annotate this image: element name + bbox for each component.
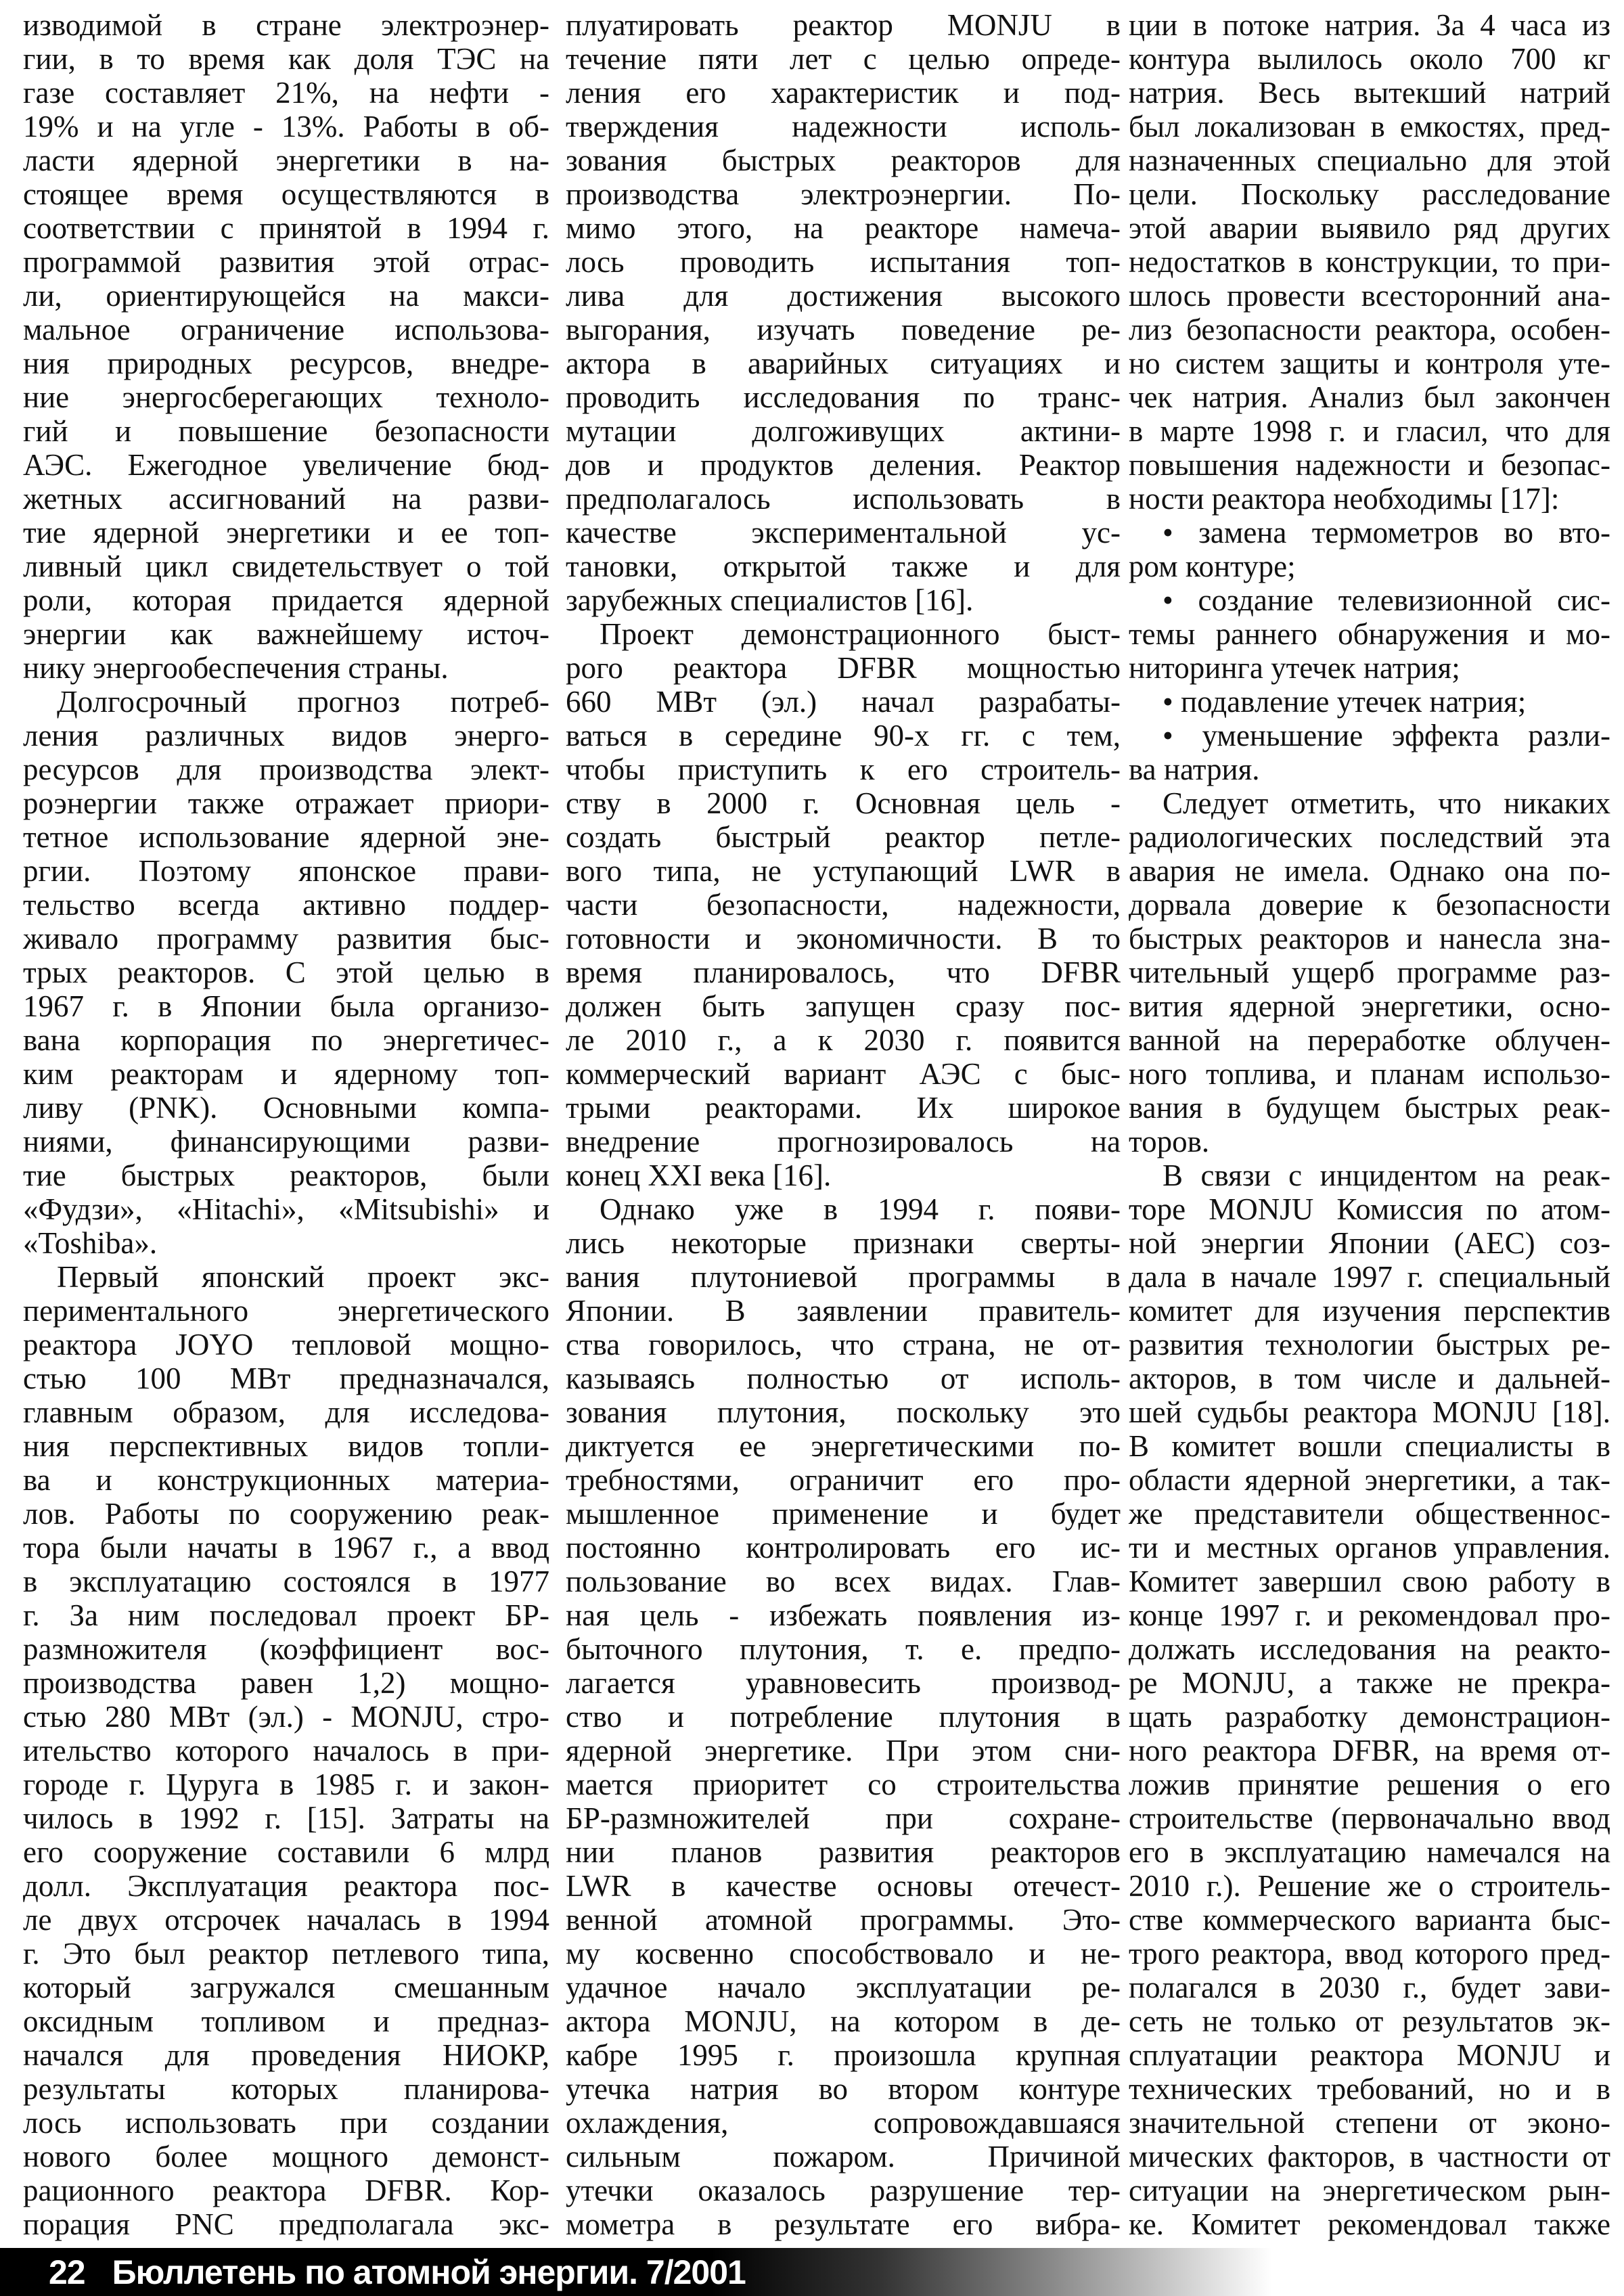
text-line: оксидным топливом и предназ- — [23, 2004, 549, 2038]
text-line: лива для достижения высокого — [566, 279, 1121, 313]
text-line: ние энергосберегающих техноло- — [23, 380, 549, 414]
text-line: ресурсов для производства элект- — [23, 752, 549, 786]
text-line: дов и продуктов деления. Реактор — [566, 448, 1121, 482]
text-line: тетное использование ядерной эне- — [23, 820, 549, 854]
text-line: полагался в 2030 г., будет зави- — [1129, 1971, 1610, 2004]
paragraph — [1129, 8, 1610, 516]
text-line: сильным пожаром. Причиной — [566, 2140, 1121, 2174]
text-line: же представители общественнос- — [1129, 1497, 1610, 1531]
text-line: ва натрия. — [1129, 752, 1260, 786]
text-line: АЭС. Ежегодное увеличение бюд- — [23, 448, 549, 482]
text-line: вого типа, не уступающий LWR в — [566, 854, 1121, 888]
text-line: ного реактора DFBR, на время от- — [1129, 1734, 1610, 1768]
text-line: LWR в качестве основы отечест- — [566, 1869, 1121, 1903]
paragraph — [23, 685, 549, 1260]
text-line: В комитет вошли специалисты в — [1129, 1429, 1610, 1463]
text-line: время планировалось, что DFBR — [566, 955, 1121, 989]
text-line: ласти ядерной энергетики в на- — [23, 143, 549, 177]
paragraph — [23, 8, 549, 685]
footer-text — [49, 2252, 746, 2293]
text-line: ния перспективных видов топли- — [23, 1429, 549, 1463]
text-line: порация PNC предполагала экс- — [23, 2207, 549, 2241]
text-line: • уменьшение эффекта разли- — [1163, 719, 1610, 752]
text-line: Следует отметить, что никаких — [1163, 786, 1610, 820]
text-line: ядерной энергетике. При этом сни- — [566, 1734, 1121, 1768]
text-line: конце 1997 г. и рекомендовал про- — [1129, 1598, 1610, 1632]
text-line: нового более мощного демонст- — [23, 2140, 549, 2174]
text-line: области ядерной энергетики, а так- — [1129, 1463, 1610, 1497]
text-line: темы раннего обнаружения и мо- — [1129, 617, 1610, 651]
text-line: ливу (PNK). Основными компа- — [23, 1091, 549, 1125]
text-line: роли, которая придается ядерной — [23, 583, 549, 617]
text-line: стве коммерческого варианта быс- — [1129, 1903, 1610, 1937]
text-line: 2010 г.). Решение же о строитель- — [1129, 1869, 1610, 1903]
text-line: требностями, ограничит его про- — [566, 1463, 1121, 1497]
text-line: БР-размножителей при сохране- — [566, 1801, 1121, 1835]
text-line: строительстве (первоначально ввод — [1129, 1801, 1610, 1835]
text-line: радиологических последствий эта — [1129, 820, 1610, 854]
text-line: стоящее время осуществляются в — [23, 177, 549, 211]
text-line: ния природных ресурсов, внедре- — [23, 346, 549, 380]
text-line: ва и конструкционных материа- — [23, 1463, 549, 1497]
text-line: авария не имела. Однако она по- — [1129, 854, 1610, 888]
text-line: торе MONJU Комиссия по атом- — [1129, 1192, 1610, 1226]
text-line: мометра в результате его вибра- — [566, 2207, 1121, 2241]
text-line: развития технологии быстрых ре- — [1129, 1328, 1610, 1361]
text-line: течение пяти лет с целью опреде- — [566, 42, 1121, 76]
text-line: тие быстрых реакторов, были — [23, 1158, 549, 1192]
text-line: утечки оказалось разрушение тер- — [566, 2174, 1121, 2207]
text-line: ке. Комитет рекомендовал также — [1129, 2207, 1610, 2241]
text-line: гии, в то время как доля ТЭС на — [23, 42, 549, 76]
text-line: ким реакторам и ядерному топ- — [23, 1057, 549, 1091]
paragraph — [23, 1260, 549, 2241]
text-line: лов. Работы по сооружению реак- — [23, 1497, 549, 1531]
text-line: ли, ориентирующейся на макси- — [23, 279, 549, 313]
text-line: тельство всегда активно поддер- — [23, 888, 549, 922]
text-line: энергии как важнейшему источ- — [23, 617, 549, 651]
text-line: мутации долгоживущих актини- — [566, 414, 1121, 448]
text-line: ции в потоке натрия. За 4 часа из — [1129, 8, 1610, 42]
paragraph — [1129, 516, 1610, 583]
text-line: лось проводить испытания топ- — [566, 245, 1121, 279]
text-line: удачное начало эксплуатации ре- — [566, 1971, 1121, 2004]
text-line: повышения надежности и безопас- — [1129, 448, 1610, 482]
text-line: г. За ним последовал проект БР- — [23, 1598, 549, 1632]
text-line: ной энергии Японии (АЕС) соз- — [1129, 1226, 1610, 1260]
paragraph — [1129, 719, 1610, 786]
text-line: контура вылилось около 700 кг — [1129, 42, 1610, 76]
text-line: ле 2010 г., а к 2030 г. появится — [566, 1023, 1121, 1057]
text-line: торов. — [1129, 1125, 1210, 1158]
text-line: рационного реактора DFBR. Кор- — [23, 2174, 549, 2207]
text-line: • замена термометров во вто- — [1163, 516, 1610, 549]
text-line: дала в начале 1997 г. специальный — [1129, 1260, 1610, 1294]
text-line: быстрых реакторов и нанесла зна- — [1129, 922, 1610, 955]
text-line: ложив принятие решения о его — [1129, 1768, 1610, 1801]
text-line: зования быстрых реакторов для — [566, 143, 1121, 177]
text-line: 660 МВт (эл.) начал разрабаты- — [566, 685, 1121, 719]
text-line: диктуется ее энергетическими по- — [566, 1429, 1121, 1463]
text-line: дорвала доверие к безопасности — [1129, 888, 1610, 922]
text-line: В связи с инцидентом на реак- — [1163, 1158, 1610, 1192]
text-line: в марте 1998 г. и гласил, что для — [1129, 414, 1610, 448]
text-line: коммерческий вариант АЭС с быс- — [566, 1057, 1121, 1091]
text-line: реактора JOYO тепловой мощно- — [23, 1328, 549, 1361]
text-line: зарубежных специалистов [16]. — [566, 583, 974, 617]
text-line: нии планов развития реакторов — [566, 1835, 1121, 1869]
text-line: ство и потребление плутония в — [566, 1700, 1121, 1734]
text-line: Однако уже в 1994 г. появи- — [600, 1192, 1121, 1226]
text-line: газе составляет 21%, на нефти - — [23, 76, 549, 110]
text-line: ству в 2000 г. Основная цель - — [566, 786, 1121, 820]
text-line: трыми реакторами. Их широкое — [566, 1091, 1121, 1125]
text-line: Первый японский проект экс- — [57, 1260, 549, 1294]
paragraph — [566, 617, 1121, 1192]
text-line: чек натрия. Анализ был закончен — [1129, 380, 1610, 414]
text-line: роэнергии также отражает приори- — [23, 786, 549, 820]
text-line: вана корпорация по энергетичес- — [23, 1023, 549, 1057]
text-line: трых реакторов. С этой целью в — [23, 955, 549, 989]
text-line: актора MONJU, на котором в де- — [566, 2004, 1121, 2038]
text-line: предполагалось использовать в — [566, 482, 1121, 516]
text-line: тора были начаты в 1967 г., а ввод — [23, 1531, 549, 1565]
text-line: тие ядерной энергетики и ее топ- — [23, 516, 549, 549]
text-line: утечка натрия во втором контуре — [566, 2072, 1121, 2106]
text-line: мается приоритет со строительства — [566, 1768, 1121, 1801]
text-column-1 — [23, 8, 549, 2241]
text-line: должать исследования на реакто- — [1129, 1632, 1610, 1666]
page-number: 22 — [49, 2253, 85, 2291]
page-footer — [0, 2248, 1286, 2296]
text-line: стью 280 МВт (эл.) - MONJU, стро- — [23, 1700, 549, 1734]
text-line: изводимой в стране электроэнер- — [23, 8, 549, 42]
text-line: конец XXI века [16]. — [566, 1158, 832, 1192]
text-line: Японии. В заявлении правитель- — [566, 1294, 1121, 1328]
text-line: который загружался смешанным — [23, 1971, 549, 2004]
text-line: ства говорилось, что страна, не от- — [566, 1328, 1121, 1361]
text-line: чилось в 1992 г. [15]. Затраты на — [23, 1801, 549, 1835]
text-line: должен быть запущен сразу пос- — [566, 989, 1121, 1023]
text-line: внедрение прогнозировалось на — [566, 1125, 1121, 1158]
text-line: главным образом, для исследова- — [23, 1395, 549, 1429]
text-line: тверждения надежности исполь- — [566, 110, 1121, 143]
text-line: вания в будущем быстрых реак- — [1129, 1091, 1610, 1125]
text-line: ления различных видов энерго- — [23, 719, 549, 752]
text-line: технических требований, но и в — [1129, 2072, 1610, 2106]
text-line: мимо этого, на реакторе намеча- — [566, 211, 1121, 245]
text-line: размножителя (коэффициент вос- — [23, 1632, 549, 1666]
text-line: городе г. Цуруга в 1985 г. и закон- — [23, 1768, 549, 1801]
text-line: щать разработку демонстрацион- — [1129, 1700, 1610, 1734]
text-line: ления его характеристик и под- — [566, 76, 1121, 110]
text-line: постоянно контролировать его ис- — [566, 1531, 1121, 1565]
text-column-2 — [566, 8, 1121, 2241]
text-line: недостатков в конструкции, то при- — [1129, 245, 1610, 279]
text-line: лиз безопасности реактора, особен- — [1129, 313, 1610, 346]
text-line: выгорания, изучать поведение ре- — [566, 313, 1121, 346]
text-line: был локализован в емкостях, пред- — [1129, 110, 1610, 143]
text-line: качестве экспериментальной ус- — [566, 516, 1121, 549]
text-line: живало программу развития быс- — [23, 922, 549, 955]
text-line: венной атомной программы. Это- — [566, 1903, 1121, 1937]
text-line: вития ядерной энергетики, осно- — [1129, 989, 1610, 1023]
text-line: долл. Эксплуатация реактора пос- — [23, 1869, 549, 1903]
paragraph — [566, 1192, 1121, 2241]
text-line: кабре 1995 г. произошла крупная — [566, 2038, 1121, 2072]
text-line: комитет для изучения перспектив — [1129, 1294, 1610, 1328]
text-line: «Фудзи», «Hitachi», «Mitsubishi» и — [23, 1192, 549, 1226]
text-line: ваться в середине 90-х гг. с тем, — [566, 719, 1121, 752]
text-line: периментального энергетического — [23, 1294, 549, 1328]
text-line: Проект демонстрационного быст- — [600, 617, 1121, 651]
text-line: ниторинга утечек натрия; — [1129, 651, 1460, 685]
paragraph — [1129, 583, 1610, 685]
paragraph — [1129, 1158, 1610, 2241]
text-line: сеть не только от результатов эк- — [1129, 2004, 1610, 2038]
text-line: чтобы приступить к его строитель- — [566, 752, 1121, 786]
text-line: ности реактора необходимы [17]: — [1129, 482, 1560, 516]
text-line: лись некоторые признаки сверты- — [566, 1226, 1121, 1260]
text-line: ванной на переработке облучен- — [1129, 1023, 1610, 1057]
paragraph — [1129, 685, 1610, 719]
text-line: ре MONJU, а также не прекра- — [1129, 1666, 1610, 1700]
text-line: му косвенно способствовало и не- — [566, 1937, 1121, 1971]
text-line: производства равен 1,2) мощно- — [23, 1666, 549, 1700]
text-line: готовности и экономичности. В то — [566, 922, 1121, 955]
text-line: лагается уравновесить производ- — [566, 1666, 1121, 1700]
text-line: нику энергообеспечения страны. — [23, 651, 449, 685]
text-line: быточного плутония, т. е. предпо- — [566, 1632, 1121, 1666]
text-line: г. Это был реактор петлевого типа, — [23, 1937, 549, 1971]
text-line: но систем защиты и контроля уте- — [1129, 346, 1610, 380]
text-line: тановки, открытой также и для — [566, 549, 1121, 583]
text-line: соответствии с принятой в 1994 г. — [23, 211, 549, 245]
text-line: ливный цикл свидетельствует о той — [23, 549, 549, 583]
text-line: мышленное применение и будет — [566, 1497, 1121, 1531]
text-line: • подавление утечек натрия; — [1163, 685, 1527, 719]
text-line: ного топлива, и планам использо- — [1129, 1057, 1610, 1091]
text-line: ситуации на энергетическом рын- — [1129, 2174, 1610, 2207]
text-line: чительный ущерб программе раз- — [1129, 955, 1610, 989]
text-line: его в эксплуатацию намечался на — [1129, 1835, 1610, 1869]
text-line: пользование во всех видах. Глав- — [566, 1565, 1121, 1598]
text-line: • создание телевизионной сис- — [1163, 583, 1610, 617]
text-line: мальное ограничение использова- — [23, 313, 549, 346]
text-line: проводить исследования по транс- — [566, 380, 1121, 414]
paragraph — [566, 8, 1121, 617]
text-line: лось использовать при создании — [23, 2106, 549, 2140]
text-column-3 — [1129, 8, 1610, 2241]
text-line: шей судьбы реактора MONJU [18]. — [1129, 1395, 1610, 1429]
text-line: ром контуре; — [1129, 549, 1296, 583]
text-line: плуатировать реактор MONJU в — [566, 8, 1121, 42]
text-line: зования плутония, поскольку это — [566, 1395, 1121, 1429]
text-line: ти и местных органов управления. — [1129, 1531, 1610, 1565]
text-line: назначенных специально для этой — [1129, 143, 1610, 177]
text-line: ниями, финансирующими разви- — [23, 1125, 549, 1158]
text-line: программой развития этой отрас- — [23, 245, 549, 279]
text-line: ргии. Поэтому японское прави- — [23, 854, 549, 888]
text-line: вания плутониевой программы в — [566, 1260, 1121, 1294]
text-line: его сооружение составили 6 млрд — [23, 1835, 549, 1869]
text-line: этой аварии выявило ряд других — [1129, 211, 1610, 245]
text-line: в эксплуатацию состоялся в 1977 — [23, 1565, 549, 1598]
text-line: мических факторов, в частности от — [1129, 2140, 1610, 2174]
text-line: 19% и на угле - 13%. Работы в об- — [23, 110, 549, 143]
text-line: акторов, в том числе и дальней- — [1129, 1361, 1610, 1395]
text-line: стью 100 МВт предназначался, — [23, 1361, 549, 1395]
text-line: Долгосрочный прогноз потреб- — [57, 685, 549, 719]
text-line: начался для проведения НИОКР, — [23, 2038, 549, 2072]
text-line: ительство которого началось в при- — [23, 1734, 549, 1768]
text-line: части безопасности, надежности, — [566, 888, 1121, 922]
text-line: актора в аварийных ситуациях и — [566, 346, 1121, 380]
text-line: охлаждения, сопровождавшаяся — [566, 2106, 1121, 2140]
text-line: значительной степени от эконо- — [1129, 2106, 1610, 2140]
text-line: натрия. Весь вытекший натрий — [1129, 76, 1610, 110]
text-line: трого реактора, ввод которого пред- — [1129, 1937, 1610, 1971]
text-line: ле двух отсрочек началась в 1994 — [23, 1903, 549, 1937]
text-line: Комитет завершил свою работу в — [1129, 1565, 1610, 1598]
paragraph — [1129, 786, 1610, 1158]
text-line: казываясь полностью от исполь- — [566, 1361, 1121, 1395]
text-line: рого реактора DFBR мощностью — [566, 651, 1121, 685]
text-line: цели. Поскольку расследование — [1129, 177, 1610, 211]
text-line: создать быстрый реактор петле- — [566, 820, 1121, 854]
text-line: результаты которых планирова- — [23, 2072, 549, 2106]
text-line: гий и повышение безопасности — [23, 414, 549, 448]
text-line: 1967 г. в Японии была организо- — [23, 989, 549, 1023]
text-line: ная цель - избежать появления из- — [566, 1598, 1121, 1632]
text-line: производства электроэнергии. По- — [566, 177, 1121, 211]
text-line: шлось провести всесторонний ана- — [1129, 279, 1610, 313]
text-line: жетных ассигнований на разви- — [23, 482, 549, 516]
publication-title: Бюллетень по атомной энергии. 7/2001 — [112, 2253, 746, 2291]
text-line: «Toshiba». — [23, 1226, 158, 1260]
text-line: сплуатации реактора MONJU и — [1129, 2038, 1610, 2072]
